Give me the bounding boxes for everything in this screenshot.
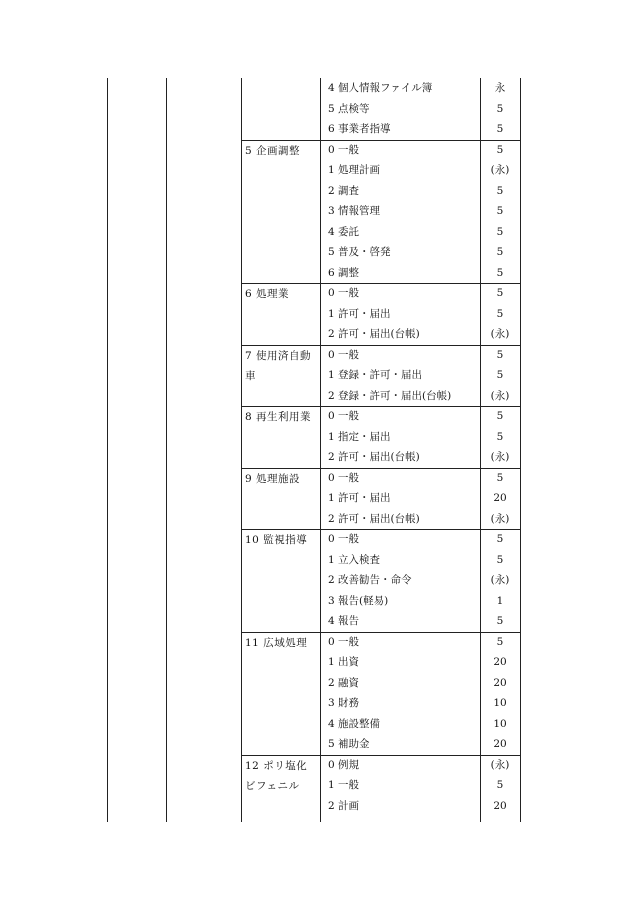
category-label: 10 監視指導 bbox=[245, 534, 308, 546]
column-rule-6 bbox=[520, 78, 521, 822]
column-rule-2 bbox=[166, 78, 167, 822]
retention-value: (永) bbox=[490, 328, 510, 340]
item-label: 2 計画 bbox=[328, 799, 360, 812]
item-label: 0 例規 bbox=[328, 758, 360, 771]
retention-value: (永) bbox=[490, 164, 510, 176]
item-label: 4 施設整備 bbox=[328, 717, 381, 730]
item-label: 1 許可・届出 bbox=[328, 307, 391, 320]
retention-value: 20 bbox=[493, 799, 507, 812]
retention-value: 5 bbox=[496, 287, 504, 299]
item-label: 2 調査 bbox=[328, 184, 360, 197]
retention-value: 5 bbox=[496, 779, 504, 791]
item-label: 0 一般 bbox=[328, 143, 360, 156]
item-label: 1 許可・届出 bbox=[328, 492, 391, 504]
retention-value: 20 bbox=[493, 656, 507, 668]
retention-value: 5 bbox=[496, 635, 504, 648]
retention-value: 5 bbox=[496, 307, 504, 320]
item-label: 2 登録・許可・届出(台帳) bbox=[328, 389, 452, 402]
item-label: 0 一般 bbox=[328, 471, 360, 484]
retention-value: (永) bbox=[490, 574, 510, 586]
item-label: 2 許可・届出(台帳) bbox=[328, 451, 420, 463]
retention-value: 10 bbox=[493, 697, 507, 709]
retention-value: 20 bbox=[493, 738, 507, 750]
retention-value: 5 bbox=[496, 184, 504, 197]
category-label: 12 ポリ塩化ビフェニル bbox=[245, 759, 308, 792]
item-label: 1 処理計画 bbox=[328, 164, 381, 176]
item-label: 5 点検等 bbox=[328, 102, 370, 115]
item-label: 2 改善勧告・命令 bbox=[328, 574, 412, 586]
item-label: 4 個人情報ファイル簿 bbox=[328, 82, 433, 94]
retention-value: 5 bbox=[496, 123, 504, 135]
category-label: 11 広域処理 bbox=[245, 636, 308, 649]
retention-value: 5 bbox=[496, 471, 504, 484]
item-label: 6 調整 bbox=[328, 266, 360, 279]
item-label: 1 立入検査 bbox=[328, 553, 381, 566]
retention-value: (永) bbox=[490, 389, 510, 402]
item-label: 2 融資 bbox=[328, 676, 360, 689]
retention-value: 5 bbox=[496, 430, 504, 443]
item-label: 1 指定・届出 bbox=[328, 430, 391, 443]
item-label: 2 許可・届出(台帳) bbox=[328, 328, 420, 340]
retention-value: (永) bbox=[490, 758, 510, 771]
retention-value: 20 bbox=[493, 676, 507, 689]
retention-value: 5 bbox=[496, 225, 504, 238]
retention-value: 10 bbox=[493, 717, 507, 730]
item-label: 0 一般 bbox=[328, 287, 360, 299]
column-rule-4 bbox=[320, 78, 321, 822]
item-label: 0 一般 bbox=[328, 410, 360, 422]
item-label: 5 普及・啓発 bbox=[328, 246, 391, 258]
column-rule-1 bbox=[107, 78, 108, 822]
category-label: 7 使用済自動車 bbox=[245, 349, 312, 382]
item-label: 3 報告(軽易) bbox=[328, 594, 389, 607]
retention-value: 1 bbox=[496, 594, 504, 607]
retention-value: 20 bbox=[493, 492, 507, 504]
retention-value: (永) bbox=[490, 451, 510, 463]
retention-value: 5 bbox=[496, 143, 504, 156]
retention-value: 5 bbox=[496, 266, 504, 279]
item-label: 0 一般 bbox=[328, 348, 360, 361]
retention-value: 5 bbox=[496, 246, 504, 258]
category-label: 9 処理施設 bbox=[245, 472, 301, 485]
retention-value: 5 bbox=[496, 410, 504, 422]
retention-value: (永) bbox=[490, 512, 510, 525]
item-label: 2 許可・届出(台帳) bbox=[328, 512, 420, 525]
item-label: 0 一般 bbox=[328, 533, 360, 545]
retention-value: 5 bbox=[496, 369, 504, 381]
category-label: 5 企画調整 bbox=[245, 144, 301, 157]
retention-value: 5 bbox=[496, 553, 504, 566]
item-label: 1 出資 bbox=[328, 656, 360, 668]
item-label: 0 一般 bbox=[328, 635, 360, 648]
item-label: 6 事業者指導 bbox=[328, 123, 391, 135]
item-label: 3 財務 bbox=[328, 697, 360, 709]
item-label: 5 補助金 bbox=[328, 738, 370, 750]
item-label: 4 委託 bbox=[328, 225, 360, 238]
item-label: 1 一般 bbox=[328, 779, 360, 791]
retention-value: 永 bbox=[494, 82, 506, 94]
item-label: 4 報告 bbox=[328, 615, 360, 627]
item-label: 1 登録・許可・届出 bbox=[328, 369, 423, 381]
column-rule-3 bbox=[241, 78, 242, 822]
category-label: 6 処理業 bbox=[245, 288, 290, 300]
retention-value: 5 bbox=[496, 348, 504, 361]
retention-value: 5 bbox=[496, 615, 504, 627]
item-label: 3 情報管理 bbox=[328, 205, 381, 217]
retention-value: 5 bbox=[496, 102, 504, 115]
retention-value: 5 bbox=[496, 533, 504, 545]
category-label: 8 再生利用業 bbox=[245, 411, 312, 423]
retention-value: 5 bbox=[496, 205, 504, 217]
